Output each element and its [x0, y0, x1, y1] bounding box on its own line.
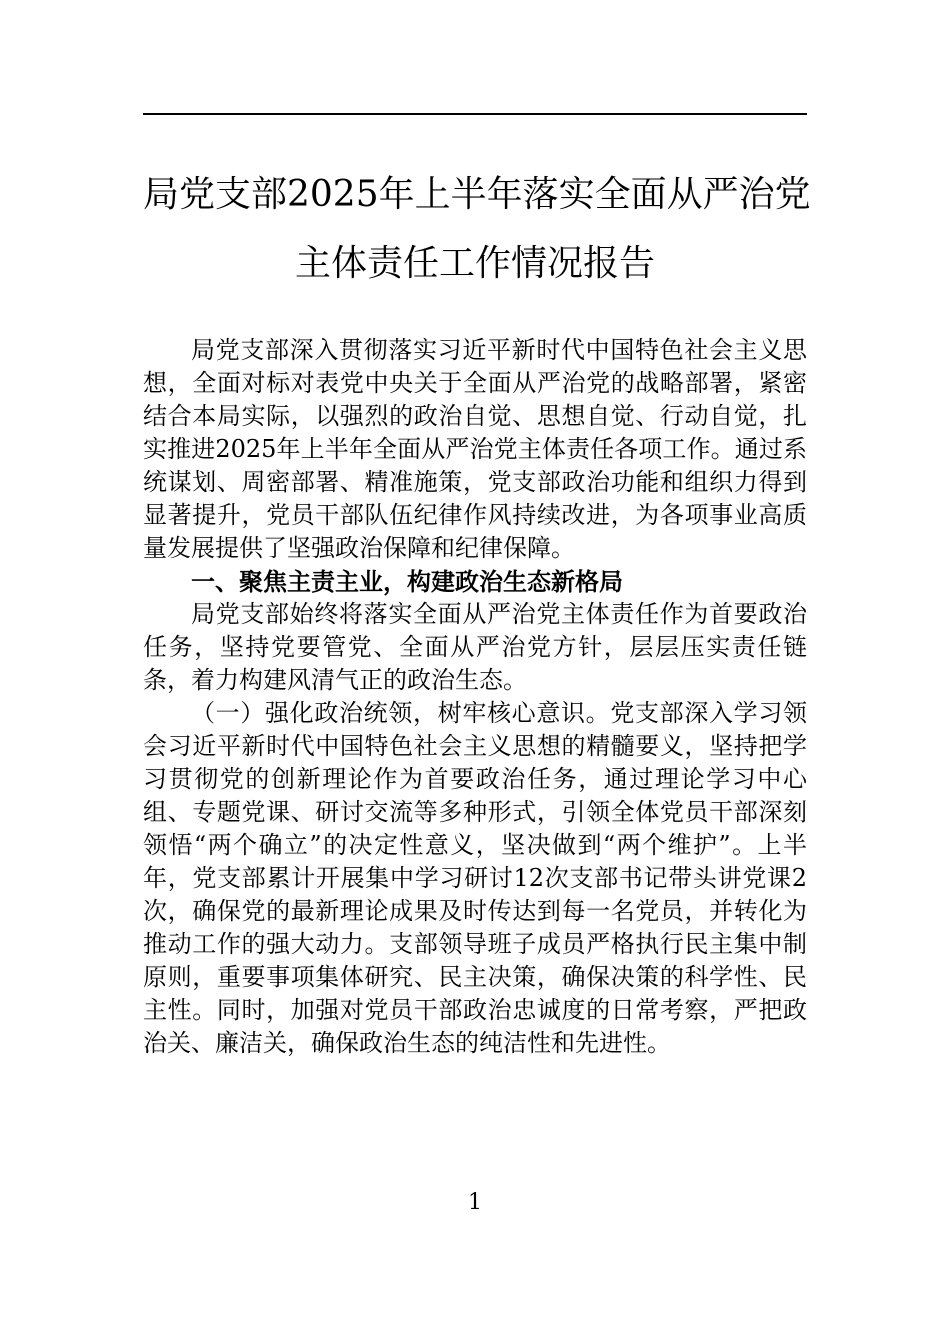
- document-body: [143, 334, 807, 1060]
- section-heading-1: 一、聚焦主责主业，构建政治生态新格局: [191, 567, 623, 596]
- document-title-line-2: 主体责任工作情况报告: [294, 243, 655, 284]
- subsection-1-paragraph: （一）强化政治统领，树牢核心意识。党支部深入学习领会习近平新时代中国特色社会主义思想的精髓要义，坚持把学习贯彻党的创新理论作为首要政治任务，通过理论学习中心组、专题党课、研讨交流等多种形式，引领全体党员干部深刻领悟“两个确立”的决定性意义，坚决做到“两个维护”。上半年，党支部累计开展集中学习研讨12次支部书记带头讲党课2次，确保党的最新理论成果及时传达到每一名党员，并转化为推动工作的强大动力。支部领导班子成员严格执行民主集中制原则，重要事项集体研究、民主决策，确保决策的科学性、民主性。同时，加强对党员干部政治忠诚度的日常考察，严把政治关、廉洁关，确保政治生态的纯洁性和先进性。: [143, 699, 807, 1057]
- document-title-line-1: 局党支部2025年上半年落实全面从严治党: [143, 174, 811, 215]
- intro-paragraph: 局党支部深入贯彻落实习近平新时代中国特色社会主义思想，全面对标对表党中央关于全面从严治党的战略部署，紧密结合本局实际，以强烈的政治自觉、思想自觉、行动自觉，扎实推进2025年上半年全面从严治党主体责任各项工作。通过系统谋划、周密部署、精准施策，党支部政治功能和组织力得到显著提升，党员干部队伍纪律作风持续改进，为各项事业高质量发展提供了坚强政治保障和纪律保障。: [143, 336, 807, 562]
- section-1-paragraph: 局党支部始终将落实全面从严治党主体责任作为首要政治任务，坚持党要管党、全面从严治党方针，层层压实责任链条，着力构建风清气正的政治生态。: [143, 600, 807, 694]
- page-number: 1: [468, 1190, 482, 1215]
- header-rule: [143, 113, 807, 115]
